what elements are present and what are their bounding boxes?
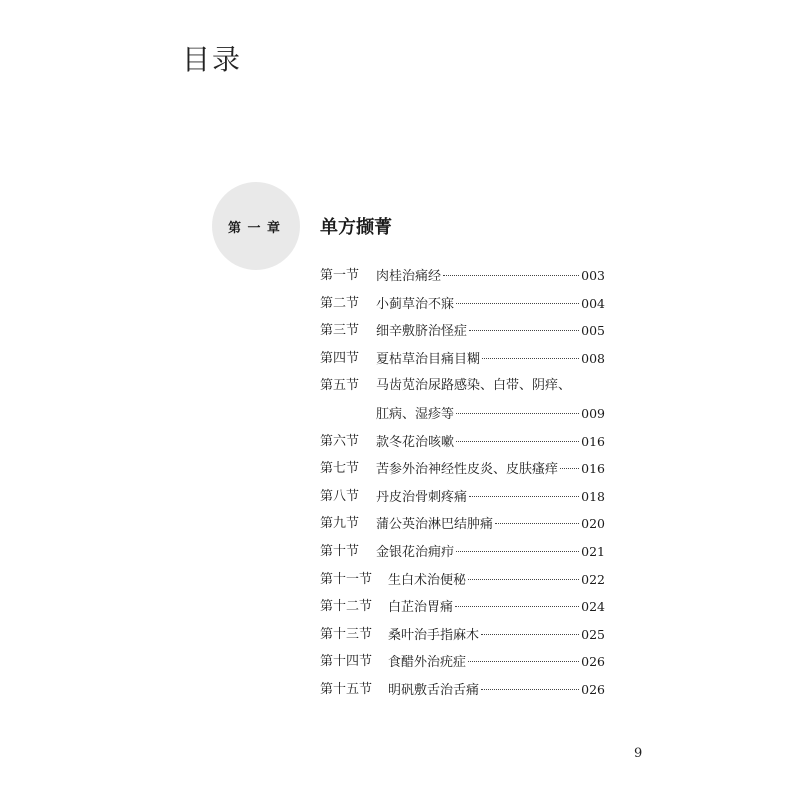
toc-entry-title: 生白术治便秘	[388, 572, 467, 588]
toc-leader-dots	[456, 412, 579, 414]
toc-leader-dots	[468, 660, 579, 662]
toc-leader-dots	[468, 578, 579, 580]
toc-section-number: 第七节	[320, 461, 360, 477]
toc-page-number: 004	[581, 295, 605, 311]
toc-page-number: 022	[581, 571, 605, 587]
toc-entry-title: 款冬花治咳嗽	[376, 434, 455, 450]
toc-entry-title: 白芷治胃痛	[388, 600, 454, 616]
toc-entry-title: 小蓟草治不寐	[376, 296, 455, 312]
toc-entry[interactable]	[320, 345, 605, 373]
toc-entry-title: 苦参外治神经性皮炎、皮肤瘙痒	[376, 462, 559, 478]
toc-section-number: 第十节	[320, 543, 360, 559]
toc-page-number: 026	[581, 654, 605, 670]
toc-page-number: 025	[581, 626, 605, 642]
toc-entry-title: 夏枯草治目痛目糊	[376, 351, 481, 367]
toc-page-number: 016	[581, 433, 605, 449]
toc-page-number: 024	[581, 599, 605, 615]
toc-entry[interactable]	[320, 593, 605, 621]
toc-entry-title-continued: 肛病、湿疹等	[376, 406, 455, 422]
toc-entry[interactable]	[320, 428, 605, 456]
toc-leader-dots	[443, 274, 579, 276]
toc-leader-dots	[482, 357, 579, 359]
toc-leader-dots	[469, 495, 579, 497]
toc-page-number: 003	[581, 268, 605, 283]
toc-entry-title: 明矾敷舌治舌痛	[388, 682, 480, 698]
toc-leader-dots	[469, 329, 579, 331]
toc-leader-dots	[456, 302, 579, 304]
toc-entry[interactable]	[320, 621, 605, 649]
toc-entry-title: 细辛敷脐治怪症	[376, 324, 468, 340]
toc-leader-dots	[495, 522, 579, 524]
toc-entry[interactable]	[320, 648, 605, 676]
toc-entry-title: 食醋外治疣症	[388, 655, 467, 671]
toc-entry[interactable]	[320, 317, 605, 345]
toc-section-number: 第十三节	[320, 626, 373, 642]
toc-page-number: 026	[581, 681, 605, 697]
toc-leader-dots	[456, 550, 579, 552]
toc-page-number: 020	[581, 516, 605, 532]
toc-entry[interactable]	[320, 566, 605, 594]
toc-section-number: 第十五节	[320, 681, 373, 697]
page-title: 目录	[182, 43, 243, 76]
toc-entry[interactable]	[320, 262, 605, 290]
toc-leader-dots	[560, 467, 579, 469]
chapter-title: 单方撷菁	[320, 217, 392, 238]
toc-entry-title: 马齿苋治尿路感染、白带、阴痒、	[376, 378, 572, 394]
toc-entry-title: 肉桂治痛经	[376, 269, 442, 284]
toc-page-number: 021	[581, 543, 605, 559]
toc-page-number: 008	[581, 350, 605, 366]
toc-section-number: 第六节	[320, 433, 360, 449]
toc-entry[interactable]	[320, 455, 605, 483]
toc-entry-title: 桑叶治手指麻木	[388, 627, 480, 643]
toc-entry[interactable]	[320, 483, 605, 511]
toc-entry[interactable]	[320, 538, 605, 566]
toc-page-number: 009	[581, 405, 605, 421]
toc-section-number: 第五节	[320, 378, 360, 394]
toc-entry[interactable]	[320, 510, 605, 538]
toc-section-number: 第一节	[320, 268, 360, 283]
toc-leader-dots	[455, 605, 579, 607]
toc-leader-dots	[481, 688, 579, 690]
toc-section-number: 第十四节	[320, 654, 373, 670]
toc-section-number: 第三节	[320, 323, 360, 339]
toc-section-number: 第八节	[320, 488, 360, 504]
toc-entry[interactable]	[320, 290, 605, 318]
toc-page-number: 016	[581, 461, 605, 477]
toc-entry-continuation[interactable]	[320, 400, 605, 428]
toc-entry[interactable]	[320, 372, 605, 400]
page-number: 9	[634, 746, 643, 761]
toc-leader-dots	[481, 633, 579, 635]
toc-entry-title: 金银花治痈疖	[376, 544, 455, 560]
toc-entry[interactable]	[320, 676, 605, 704]
toc-section-number: 第四节	[320, 350, 360, 366]
toc-entry-title: 丹皮治骨刺疼痛	[376, 489, 468, 505]
toc-section-number: 第十一节	[320, 571, 373, 587]
chapter-label: 第 一 章	[228, 221, 282, 236]
toc-section-number: 第二节	[320, 295, 360, 311]
toc-page-number: 018	[581, 488, 605, 504]
toc-section-number: 第九节	[320, 516, 360, 532]
toc-section-number: 第十二节	[320, 599, 373, 615]
toc-page-number: 005	[581, 323, 605, 339]
toc-leader-dots	[456, 440, 579, 442]
table-of-contents	[320, 262, 605, 704]
toc-entry-title: 蒲公英治淋巴结肿痛	[376, 517, 494, 533]
